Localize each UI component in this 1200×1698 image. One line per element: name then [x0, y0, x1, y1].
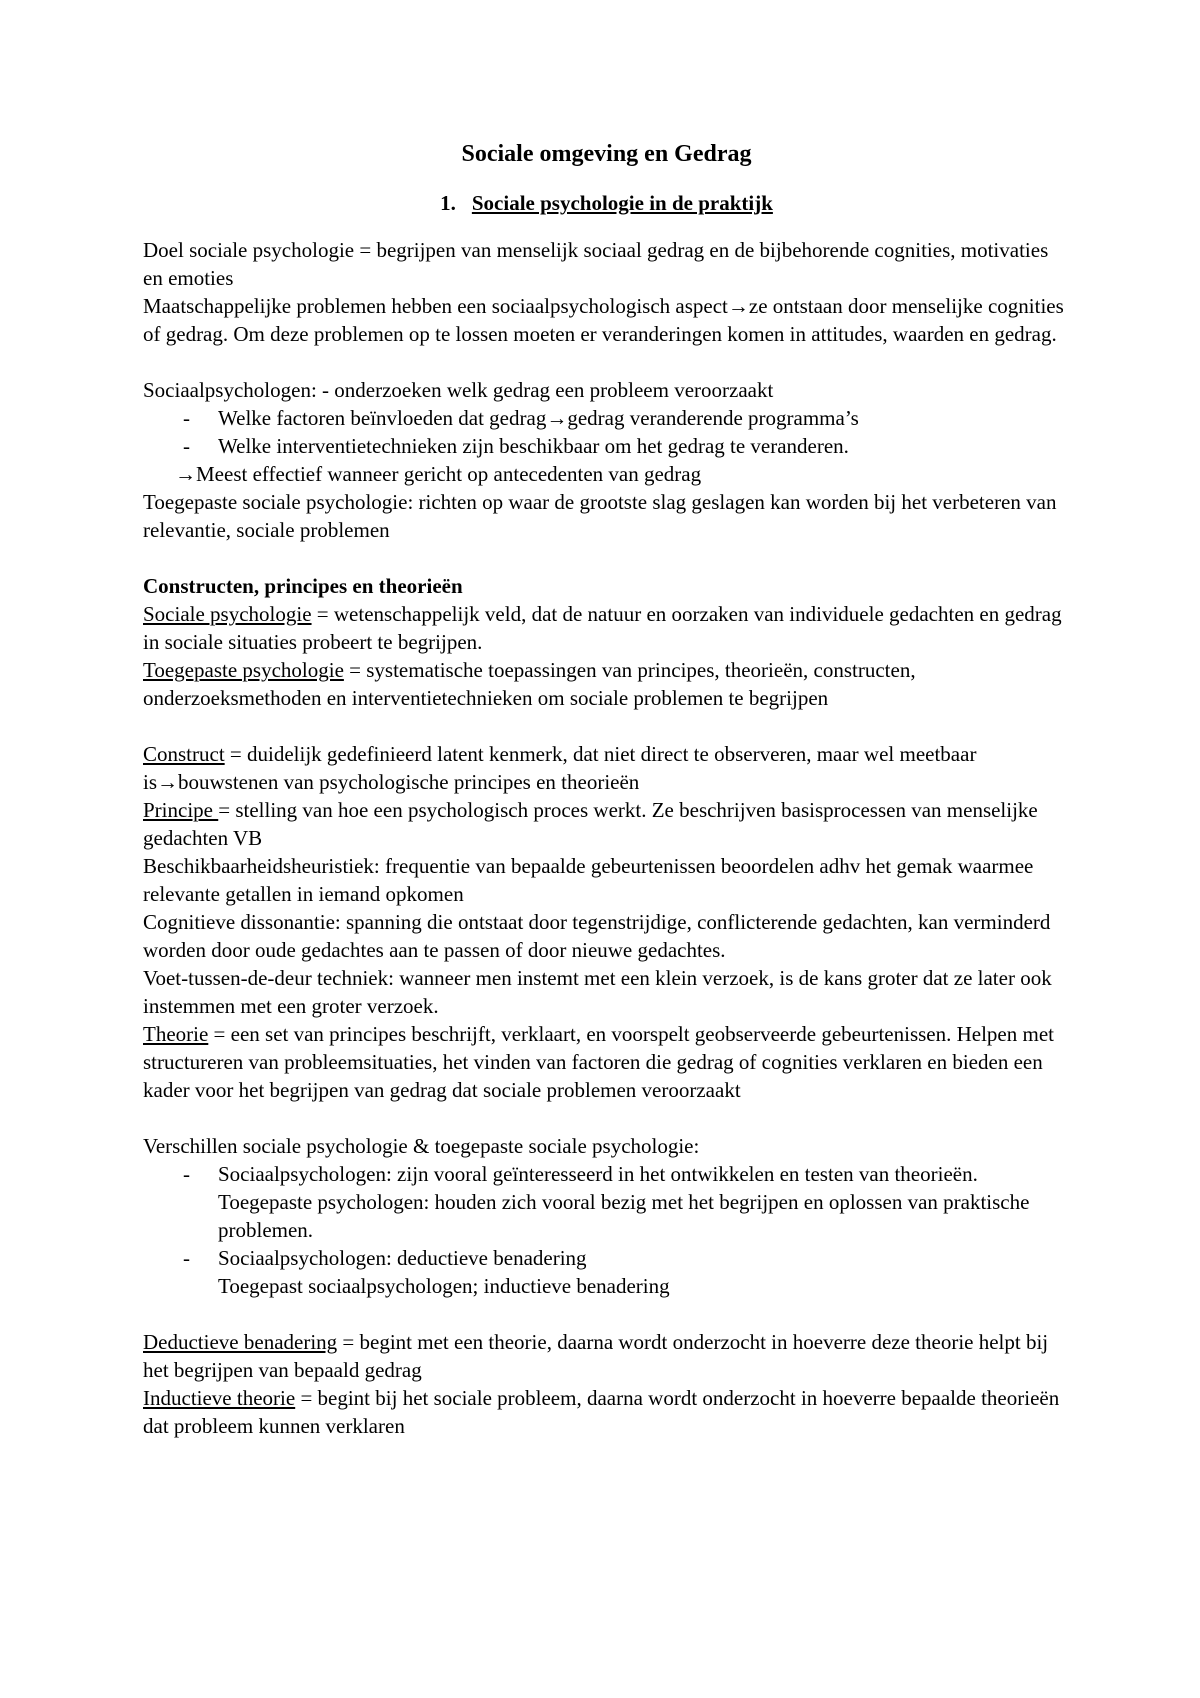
- section-heading: [143, 188, 1070, 218]
- arrow-note: →Meest effectief wanneer gericht op antecedenten van gedrag: [175, 462, 702, 486]
- definition-construct: Construct = duidelijk gedefinieerd latent kenmerk, dat niet direct te observeren, maar wel meetbaar is→bouwstenen van psychologische principes en theorieën: [143, 742, 977, 794]
- term: Construct: [143, 742, 225, 766]
- example-cognitieve-dissonantie: Cognitieve dissonantie: spanning die ontstaat door tegenstrijdige, conflicterende gedachten, kan verminderd worden door oude gedachtes aan te passen of door nieuwe gedachtes.: [143, 910, 1051, 962]
- definition-deductief: Deductieve benadering = begint met een theorie, daarna wordt onderzocht in hoeverre deze theorie helpt bij het begrijpen van bepaald gedrag: [143, 1330, 1049, 1382]
- spacer: [143, 712, 1070, 740]
- example-voet-tussen-de-deur: Voet-tussen-de-deur techniek: wanneer men instemt met een klein verzoek, is de kans groter dat ze later ook instemmen met een groter verzoek.: [143, 966, 1052, 1018]
- term: Theorie: [143, 1022, 209, 1046]
- list-item-continuation: Toegepaste psychologen: houden zich vooral bezig met het begrijpen en oplossen van praktische problemen.: [218, 1190, 1030, 1242]
- term: Toegepaste psychologie: [143, 658, 344, 682]
- definition-toegepaste-psychologie: Toegepaste psychologie = systematische toepassingen van principes, theorieën, constructen, onderzoeksmethoden en interventietechnieken om sociale problemen te begrijpen: [143, 658, 916, 710]
- definition-theorie: Theorie = een set van principes beschrijft, verklaart, en voorspelt geobserveerde gebeurtenissen. Helpen met structureren van probleemsituaties, het vinden van factoren die gedrag of cognities verklaren en bieden een kader voor het begrijpen van gedrag dat sociale problemen veroorzaakt: [143, 1022, 1054, 1102]
- subheading-constructs: Constructen, principes en theorieën: [143, 574, 463, 598]
- list-item: - Welke interventietechnieken zijn beschikbaar om het gedrag te veranderen.: [183, 434, 849, 458]
- list-dash: -: [183, 434, 190, 458]
- spacer: [143, 1300, 1070, 1328]
- list-item: - Welke factoren beïnvloeden dat gedrag→gedrag veranderende programma’s: [183, 406, 859, 430]
- paragraph-problems: Maatschappelijke problemen hebben een sociaalpsychologisch aspect→ze ontstaan door menselijke cognities of gedrag. Om deze problemen op te lossen moeten er veranderingen komen in attitudes, waarden en gedrag.: [143, 294, 1064, 346]
- example-beschikbaarheidsheuristiek: Beschikbaarheidsheuristiek: frequentie van bepaalde gebeurtenissen beoordelen adhv het gemak waarmee relevante getallen in iemand opkomen: [143, 854, 1034, 906]
- section-number: 1.: [440, 191, 456, 215]
- list-dash: -: [183, 406, 190, 430]
- document-title: Sociale omgeving en Gedrag: [461, 141, 752, 167]
- term: Deductieve benadering: [143, 1330, 338, 1354]
- term: Inductieve theorie: [143, 1386, 296, 1410]
- list-dash: -: [183, 1162, 190, 1186]
- section-title: Sociale psychologie in de praktijk: [471, 191, 773, 215]
- definition-inductief: Inductieve theorie = begint bij het sociale probleem, daarna wordt onderzocht in hoeverre bepaalde theorieën dat probleem kunnen verklaren: [143, 1386, 1060, 1438]
- list-item: - Sociaalpsychologen: zijn vooral geïnteresseerd in het ontwikkelen en testen van theorieën.: [183, 1162, 978, 1186]
- list-item: - Sociaalpsychologen: deductieve benadering: [183, 1246, 587, 1270]
- spacer: [143, 544, 1070, 572]
- paragraph-goal: Doel sociale psychologie = begrijpen van menselijk sociaal gedrag en de bijbehorende cognities, motivaties en emoties: [143, 238, 1049, 290]
- paragraph-applied: Toegepaste sociale psychologie: richten op waar de grootste slag geslagen kan worden bij het verbeteren van relevantie, sociale problemen: [143, 490, 1057, 542]
- term: Sociale psychologie: [143, 602, 312, 626]
- paragraph-researchers: Sociaalpsychologen: - onderzoeken welk gedrag een probleem veroorzaakt: [143, 378, 774, 402]
- definition-sociale-psychologie: Sociale psychologie = wetenschappelijk veld, dat de natuur en oorzaken van individuele gedachten en gedrag in sociale situaties probeert te begrijpen.: [143, 602, 1062, 654]
- list-item-continuation: Toegepast sociaalpsychologen; inductieve benadering: [218, 1274, 670, 1298]
- term: Principe: [143, 798, 219, 822]
- list-dash: -: [183, 1246, 190, 1270]
- spacer: [143, 348, 1070, 376]
- spacer: [143, 1104, 1070, 1132]
- paragraph-differences: Verschillen sociale psychologie & toegepaste sociale psychologie:: [143, 1134, 700, 1158]
- definition-principe: Principe = stelling van hoe een psychologisch proces werkt. Ze beschrijven basisprocessen van menselijke gedachten VB: [143, 798, 1038, 850]
